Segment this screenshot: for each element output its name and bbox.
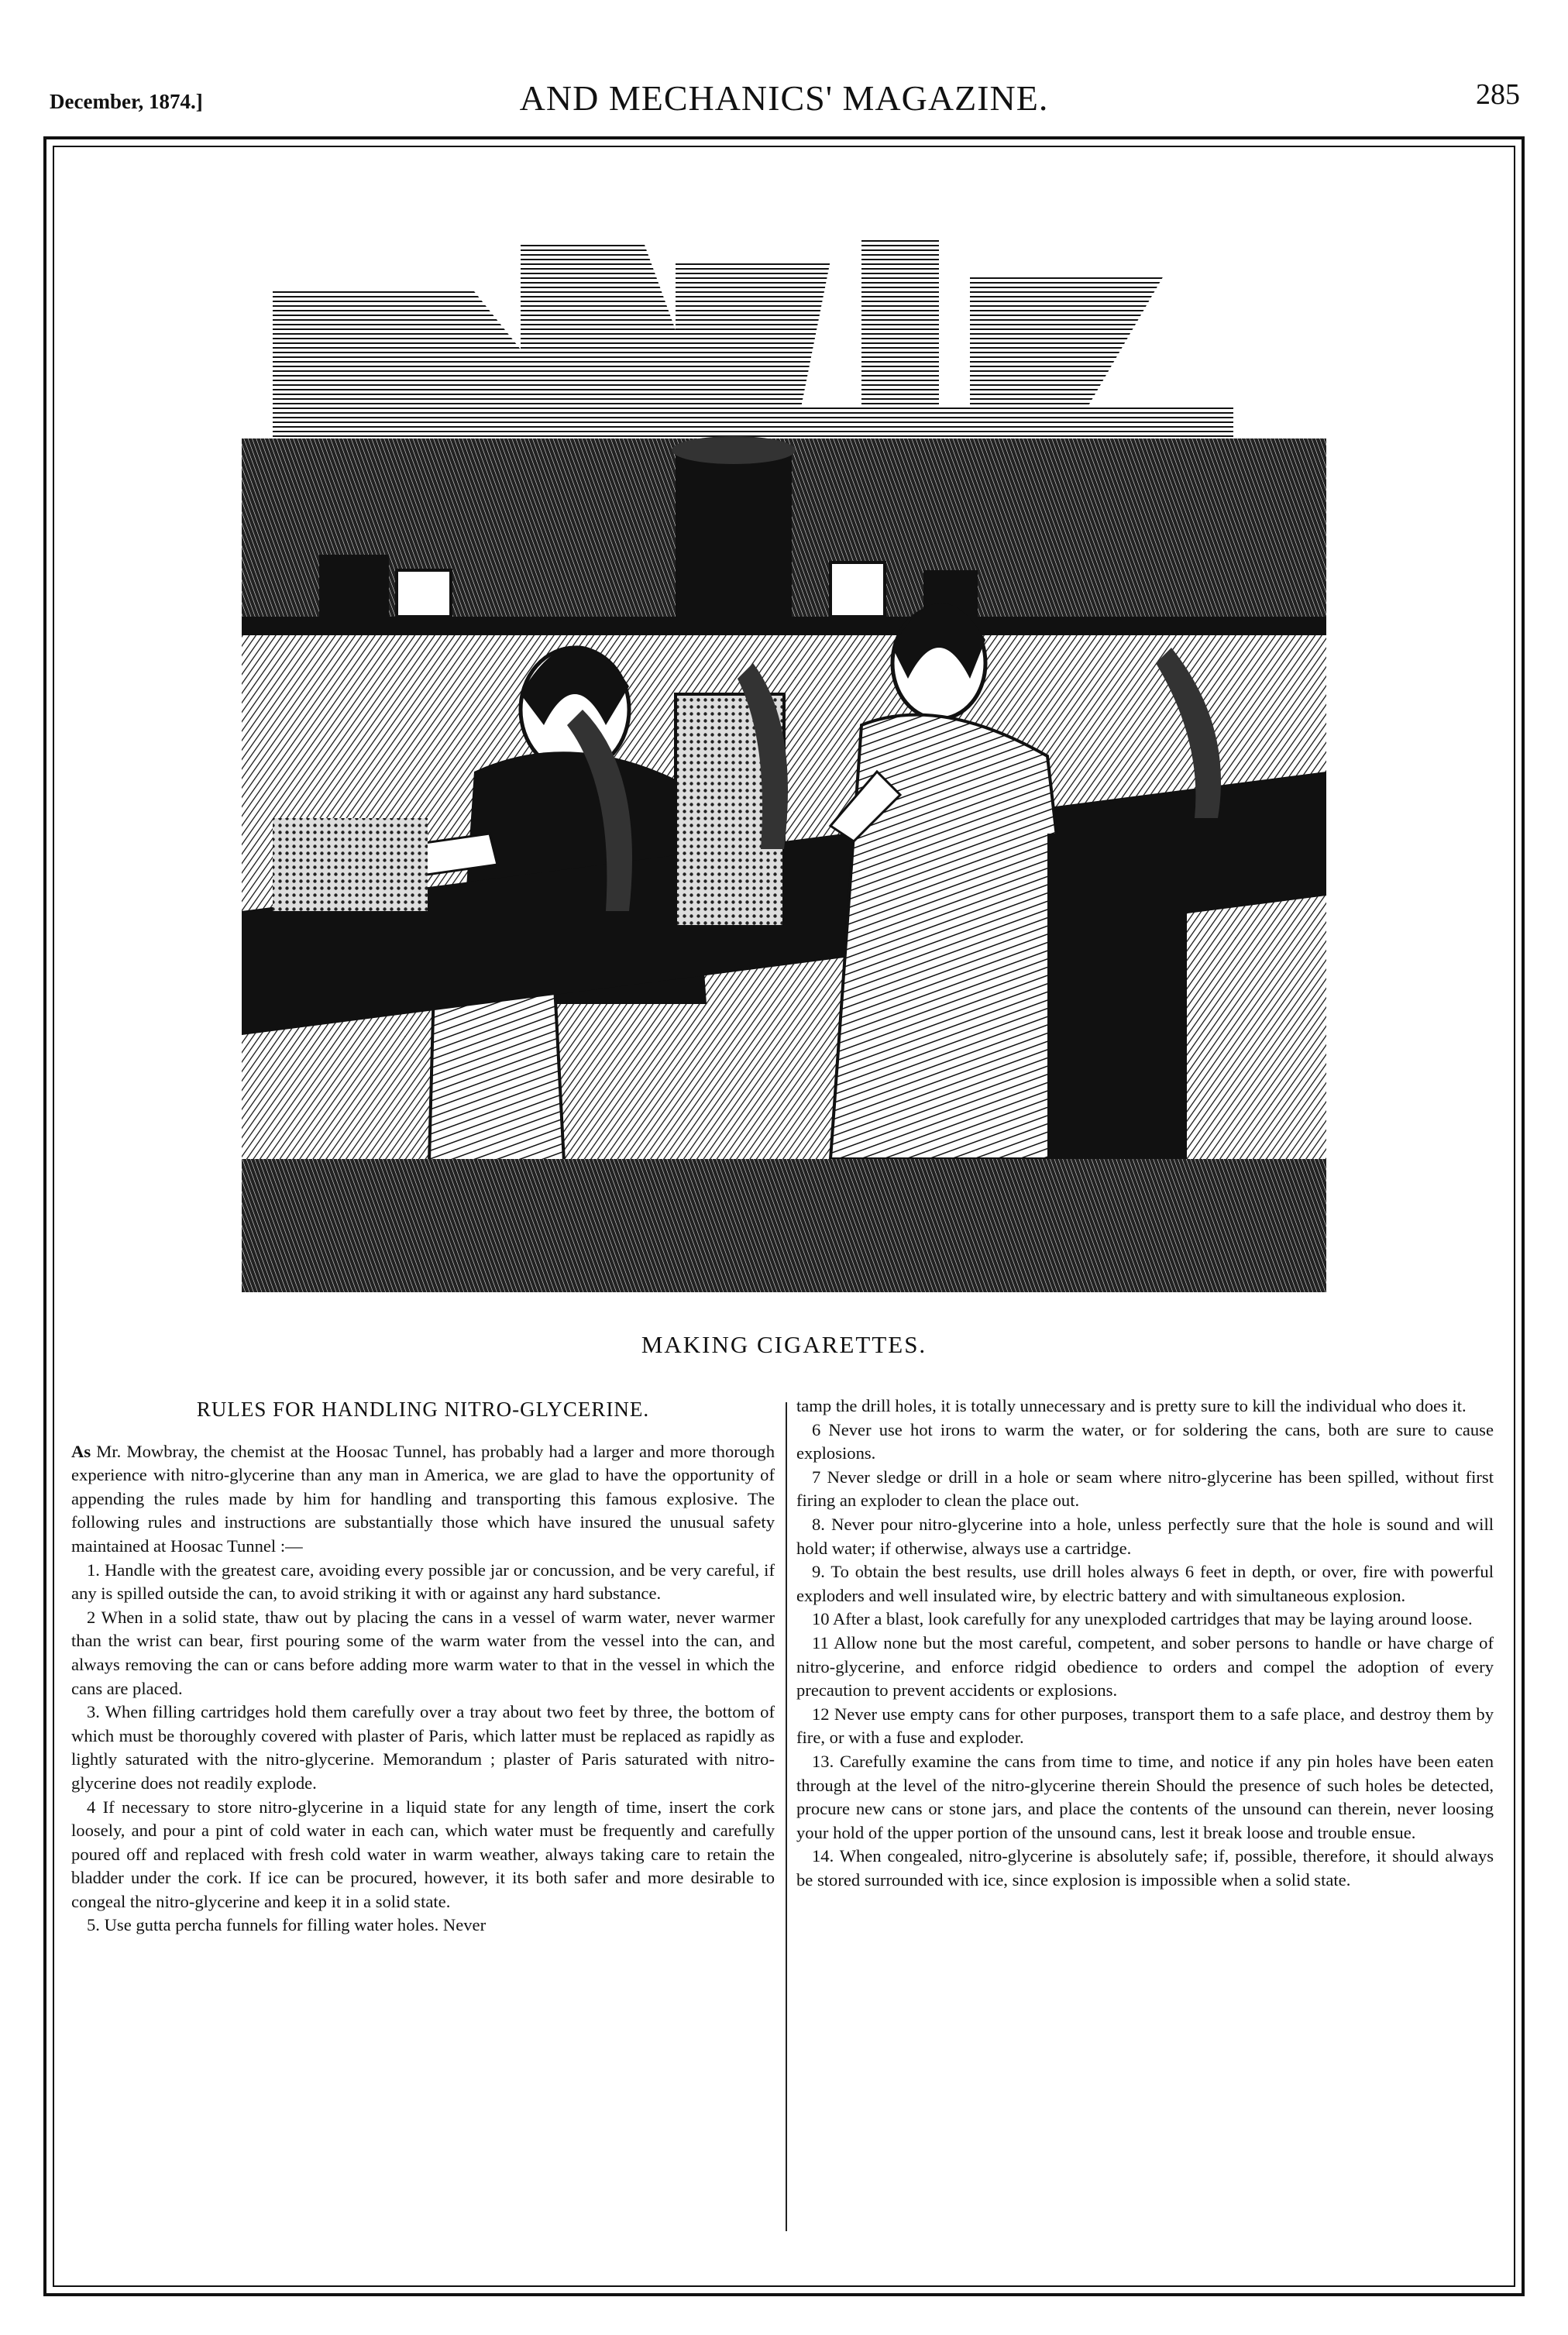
rule-3: 3. When filling cartridges hold them carefully over a tray about two feet by three, the bottom of which must be thoroughly covered with plaster of Paris, which latter must be replaced as rapidly as lightly saturated with the nitro-glycerine. Memorandum ; plaster of Paris saturated with nitro-glycerine does not readily explode. bbox=[71, 1702, 775, 1793]
article-column-left bbox=[71, 1394, 775, 1938]
floor bbox=[242, 1159, 1326, 1292]
header-date: December, 1874.] bbox=[50, 90, 203, 113]
rule-13: 13. Carefully examine the cans from time to time, and notice if any pin holes have been eaten through at the level of the nitro-glycerine therein Should the presence of such holes be detected, procure new cans or stone jars, and place the contents of the unsound can therein, never loosing your hold of the upper portion of the unsound cans, lest it break loose and trouble ensue. bbox=[796, 1751, 1494, 1842]
rule-11: 11 Allow none but the most careful, competent, and sober persons to handle or have charge of nitro-glycerine, and enforce ridgid obedience to orders and compel the adoption of every precaution to prevent accidents or explosions. bbox=[796, 1632, 1494, 1701]
cigarette-workshop-engraving bbox=[242, 229, 1326, 1292]
intro-lead: As bbox=[71, 1441, 91, 1461]
rule-9: 9. To obtain the best results, use drill holes always 6 feet in depth, or over, fire with powerful exploders and well insulated wire, by electric battery and with simultaneous explosion. bbox=[796, 1562, 1494, 1605]
rule-14: 14. When congealed, nitro-glycerine is absolutely safe; if, possible, therefore, it should always be stored surrounded with ice, since explosion is impossible when a solid state. bbox=[796, 1846, 1494, 1890]
skylight-rafters bbox=[273, 237, 1233, 438]
rule-1: 1. Handle with the greatest care, avoiding every possible jar or concussion, and be very careful, if any is spilled outside the can, to avoid striking it with or against any hard substance. bbox=[71, 1560, 775, 1604]
rule-5: 5. Use gutta percha funnels for filling water holes. Never bbox=[87, 1915, 487, 1935]
rule-4: 4 If necessary to store nitro-glycerine in a liquid state for any length of time, insert the cork loosely, and pour a pint of cold water in each can, which water must be frequently and carefully poured off and replaced with fresh cold water in warm weather, always taking care to retain the bladder under the cork. If ice can be procured, however, it its both safer and more desirable to congeal the nitro-glycerine and keep it in a solid state. bbox=[71, 1797, 775, 1911]
rule-2: 2 When in a solid state, thaw out by placing the cans in a vessel of warm water, never warmer than the wrist can bear, first pouring some of the warm water from the vessel into the can, and always removing the can or cans before adding more warm water to that in the vessel in which the cans are placed. bbox=[71, 1607, 775, 1698]
rule-8: 8. Never pour nitro-glycerine into a hole, unless perfectly sure that the hole is sound and will hold water; if otherwise, always use a cartridge. bbox=[796, 1514, 1494, 1558]
intro-text: Mr. Mowbray, the chemist at the Hoosac Tunnel, has probably had a larger and more thorough experience with nitro-glycerine than any man in America, we are glad to have the opportunity of appending the rules made by him for handling and transporting this famous explosive. The following rules and instructions are substantially those which have insured the unusual safety maintained at Hoosac Tunnel :— bbox=[71, 1441, 775, 1556]
article-title: RULES FOR HANDLING NITRO-GLYCERINE. bbox=[196, 1398, 650, 1421]
rule-7: 7 Never sledge or drill in a hole or seam where nitro-glycerine has been spilled, without first firing an exploder to clean the place out. bbox=[796, 1467, 1494, 1511]
article-intro bbox=[71, 1440, 775, 1559]
rule-6: 6 Never use hot irons to warm the water, or for soldering the cans, both are sure to cause explosions. bbox=[796, 1419, 1494, 1463]
rule-5-continued: tamp the drill holes, it is totally unnecessary and is pretty sure to kill the individual who does it. bbox=[796, 1396, 1467, 1415]
header-magazine-title: AND MECHANICS' MAGAZINE. bbox=[519, 78, 1049, 118]
column-divider bbox=[786, 1402, 787, 2231]
article-column-right bbox=[796, 1394, 1494, 1892]
illustration-caption: MAKING CIGARETTES. bbox=[641, 1331, 927, 1358]
rule-12: 12 Never use empty cans for other purposes, transport them to a safe place, and destroy them by fire, or with a fuse and exploder. bbox=[796, 1704, 1494, 1748]
rule-10: 10 After a blast, look carefully for any unexploded cartridges that may be laying around loose. bbox=[812, 1609, 1473, 1629]
header-page-number: 285 bbox=[1476, 78, 1520, 111]
shelf bbox=[242, 617, 1326, 635]
